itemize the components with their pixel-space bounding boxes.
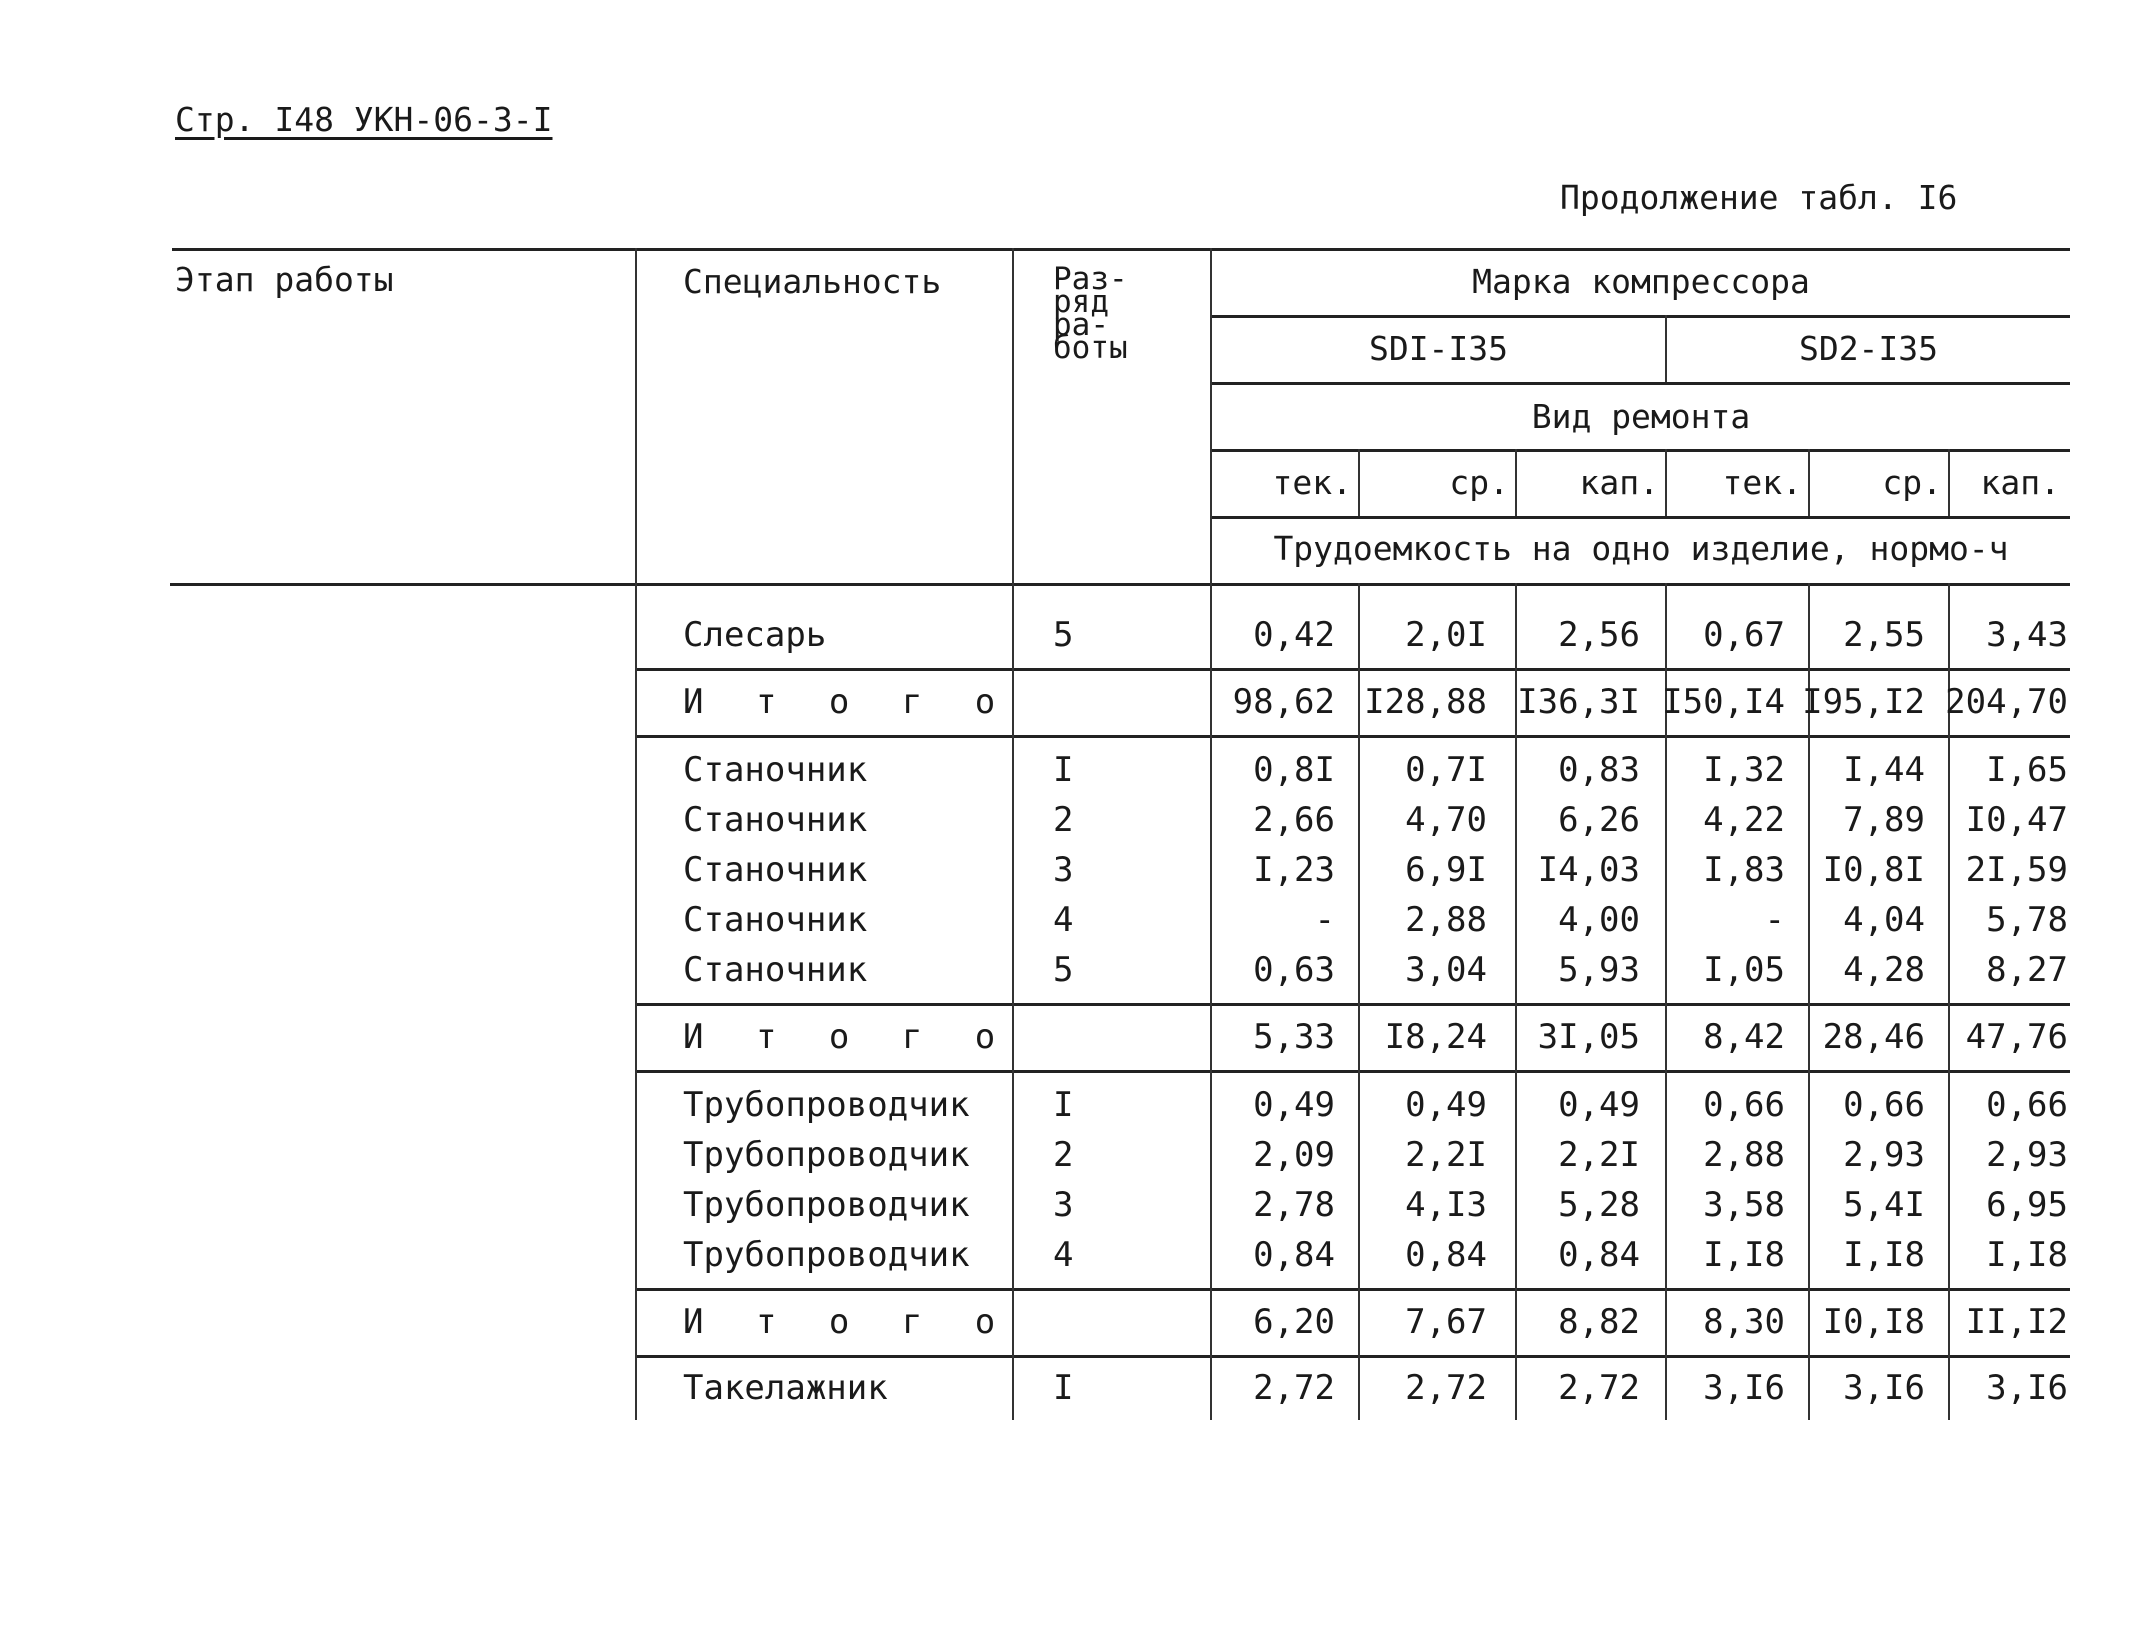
value-cell: 4,28 [1843,950,1925,990]
value-cell: I,05 [1703,950,1785,990]
row-rule [637,1355,2070,1358]
value-cell: 7,67 [1405,1302,1487,1342]
value-cell: 2,56 [1558,615,1640,655]
column-rule [1358,449,1360,516]
header-model-1: SDI-I35 [1368,329,1509,368]
header-rule [1212,315,2070,318]
specialty-cell: Трубопроводчик [683,1235,970,1275]
value-cell: 2,72 [1405,1368,1487,1408]
header-stage: Этап работы [175,260,394,299]
grade-cell: 2 [1053,800,1074,840]
value-cell: 2,93 [1986,1135,2068,1175]
page-reference: Стр. I48 УКН-06-3-I [175,100,553,139]
value-cell: 8,30 [1703,1302,1785,1342]
specialty-cell: Трубопроводчик [683,1085,970,1125]
value-cell: 6,9I [1405,850,1487,890]
header-repair-type: Вид ремонта [1531,397,1751,436]
value-cell: 0,7I [1405,750,1487,790]
column-rule [1948,449,1950,516]
column-rule [1515,449,1517,516]
value-cell: II,I2 [1965,1302,2068,1342]
value-cell: I0,47 [1965,800,2068,840]
column-rule [635,248,637,1420]
value-cell: - [1314,900,1335,940]
header-rule [1212,382,2070,385]
header-repair-kind: ср. [1449,463,1509,502]
value-cell: 2,2I [1405,1135,1487,1175]
value-cell: 6,95 [1986,1185,2068,1225]
column-rule [1808,449,1810,516]
specialty-cell: Станочник [683,800,868,840]
value-cell: 0,42 [1253,615,1335,655]
value-cell: 3,04 [1405,950,1487,990]
table-continuation-label: Продолжение табл. I6 [1560,178,1958,217]
value-cell: 3,I6 [1843,1368,1925,1408]
row-rule [637,668,2070,671]
value-cell: I95,I2 [1802,682,1925,722]
specialty-cell: И т о г о [683,1302,1012,1342]
value-cell: 0,83 [1558,750,1640,790]
value-cell: 2,55 [1843,615,1925,655]
value-cell: 5,33 [1253,1017,1335,1057]
value-cell: I,44 [1843,750,1925,790]
value-cell: 2,09 [1253,1135,1335,1175]
value-cell: 6,26 [1558,800,1640,840]
grade-cell: 2 [1053,1135,1074,1175]
value-cell: 0,49 [1405,1085,1487,1125]
grade-cell: 3 [1053,1185,1074,1225]
value-cell: 2,72 [1558,1368,1640,1408]
row-rule [637,1070,2070,1073]
grade-cell: 5 [1053,615,1074,655]
value-cell: 0,66 [1986,1085,2068,1125]
header-specialty: Специальность [683,262,942,301]
value-cell: 2,2I [1558,1135,1640,1175]
value-cell: I,I8 [1986,1235,2068,1275]
value-cell: 0,63 [1253,950,1335,990]
value-cell: 3,43 [1986,615,2068,655]
value-cell: I36,3I [1517,682,1640,722]
value-cell: 8,27 [1986,950,2068,990]
value-cell: 5,4I [1843,1185,1925,1225]
value-cell: I28,88 [1364,682,1487,722]
value-cell: 0,49 [1253,1085,1335,1125]
value-cell: 8,42 [1703,1017,1785,1057]
value-cell: 2,72 [1253,1368,1335,1408]
value-cell: I,I8 [1843,1235,1925,1275]
value-cell: I4,03 [1537,850,1640,890]
value-cell: 0,66 [1703,1085,1785,1125]
header-repair-kind: кап. [1980,463,2060,502]
value-cell: I,23 [1253,850,1335,890]
value-cell: 0,84 [1405,1235,1487,1275]
header-bottom-rule [170,583,2070,586]
value-cell: 0,66 [1843,1085,1925,1125]
row-rule [637,1288,2070,1291]
value-cell: 6,20 [1253,1302,1335,1342]
value-cell: 4,70 [1405,800,1487,840]
value-cell: 5,78 [1986,900,2068,940]
value-cell: 0,49 [1558,1085,1640,1125]
value-cell: 2I,59 [1965,850,2068,890]
value-cell: 2,0I [1405,615,1487,655]
column-rule [1012,248,1014,1420]
specialty-cell: Станочник [683,900,868,940]
header-compressor-brand: Марка компрессора [1472,262,1810,301]
grade-cell: I [1053,1085,1074,1125]
value-cell: 0,67 [1703,615,1785,655]
value-cell: 4,00 [1558,900,1640,940]
value-cell: 5,93 [1558,950,1640,990]
value-cell: 4,22 [1703,800,1785,840]
value-cell: 2,88 [1405,900,1487,940]
specialty-cell: Трубопроводчик [683,1185,970,1225]
value-cell: 8,82 [1558,1302,1640,1342]
value-cell: I0,I8 [1822,1302,1925,1342]
row-rule [637,735,2070,738]
table-top-rule [172,248,2070,251]
specialty-cell: Слесарь [683,615,827,655]
grade-cell: I [1053,1368,1074,1408]
value-cell: 3I,05 [1537,1017,1640,1057]
value-cell: 3,I6 [1986,1368,2068,1408]
header-model-2: SD2-I35 [1798,329,1939,368]
grade-cell: 4 [1053,1235,1074,1275]
header-repair-kind: тек. [1722,463,1802,502]
specialty-cell: Станочник [683,950,868,990]
header-repair-kind: тек. [1272,463,1352,502]
grade-cell: 3 [1053,850,1074,890]
value-cell: I50,I4 [1662,682,1785,722]
value-cell: 4,I3 [1405,1185,1487,1225]
value-cell: 2,88 [1703,1135,1785,1175]
header-repair-kind: ср. [1882,463,1942,502]
header-rule [1212,449,2070,452]
grade-cell: 4 [1053,900,1074,940]
value-cell: 0,84 [1253,1235,1335,1275]
header-grade: Раз- ряд ра- боты [1053,261,1128,366]
header-repair-kind: кап. [1579,463,1659,502]
header-labor-intensity: Трудоемкость на одно изделие, нормо-ч [1273,529,2009,568]
header-rule [1212,516,2070,519]
value-cell: 47,76 [1965,1017,2068,1057]
value-cell: 2,93 [1843,1135,1925,1175]
value-cell: I,32 [1703,750,1785,790]
grade-cell: I [1053,750,1074,790]
value-cell: I,65 [1986,750,2068,790]
column-rule [1665,449,1667,516]
specialty-cell: Трубопроводчик [683,1135,970,1175]
row-rule [637,1003,2070,1006]
value-cell: - [1764,900,1785,940]
value-cell: 2,78 [1253,1185,1335,1225]
specialty-cell: Станочник [683,850,868,890]
value-cell: 7,89 [1843,800,1925,840]
value-cell: 204,70 [1945,682,2068,722]
specialty-cell: Такелажник [683,1368,888,1408]
value-cell: I0,8I [1822,850,1925,890]
value-cell: 2,66 [1253,800,1335,840]
specialty-cell: И т о г о [683,682,1012,722]
value-cell: I,I8 [1703,1235,1785,1275]
value-cell: 98,62 [1232,682,1335,722]
value-cell: 0,8I [1253,750,1335,790]
value-cell: I8,24 [1384,1017,1487,1057]
specialty-cell: И т о г о [683,1017,1012,1057]
value-cell: I,83 [1703,850,1785,890]
column-rule [1665,315,1667,382]
value-cell: 3,I6 [1703,1368,1785,1408]
value-cell: 4,04 [1843,900,1925,940]
value-cell: 3,58 [1703,1185,1785,1225]
value-cell: 0,84 [1558,1235,1640,1275]
value-cell: 5,28 [1558,1185,1640,1225]
value-cell: 28,46 [1822,1017,1925,1057]
grade-cell: 5 [1053,950,1074,990]
specialty-cell: Станочник [683,750,868,790]
